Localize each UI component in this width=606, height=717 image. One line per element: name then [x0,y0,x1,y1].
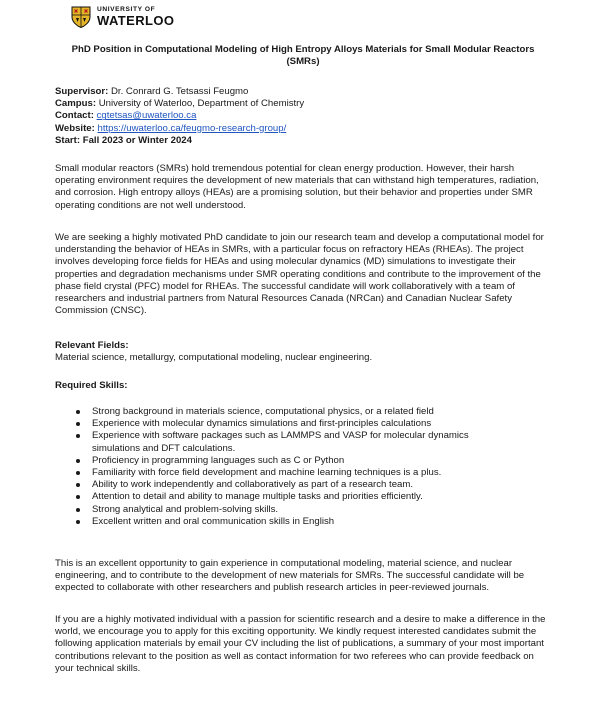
bullet-icon [76,459,80,463]
campus-value: University of Waterloo, Department of Chemistry [98,98,305,110]
logo-waterloo: WATERLOO [97,13,175,29]
list-item [0,516,512,528]
crest-icon [71,6,91,28]
relevant-fields-value: Material science, metallurgy, computational modeling, nuclear engineering. [55,352,373,364]
skill-text: Experience with molecular dynamics simulations and first-principles calculations [92,418,432,430]
list-item [0,455,512,467]
position-info [55,86,551,147]
required-skills-label: Required Skills: [55,380,128,391]
project-paragraph: We are seeking a highly motivated PhD candidate to join our research team and develop a computational model for understanding the behavior of HEAs in SMRs, with a particular focus on refractory HEAs (RHEAs). The project involves developing force fields for HEAs and using molecular dynamics (MD) simulations to investigate their properties and degradation mechanisms under SMR operating conditions and contribute to the improvement of the phase field crystal (PFC) model for RHEAs. The successful candidate will work collaboratively with a team of researchers and industrial partners from Natural Resources Canada (NRCan) and Canadian Nuclear Safety Commission (CNSC). [55,232,544,317]
website-line [55,123,551,135]
list-item [0,430,512,454]
supervisor-value: Dr. Conrard G. Tetsassi Feugmo [111,86,249,97]
bullet-icon [76,471,80,475]
university-logo [71,6,174,28]
skill-text: Familiarity with force field development and machine learning techniques is a plus. [92,467,442,479]
contact-line [55,110,551,122]
skill-text: Proficiency in programming languages such as C or Python [92,454,345,466]
list-item [0,491,512,503]
website-link[interactable]: https://uwaterloo.ca/feugmo-research-group/ [97,122,287,134]
list-item [0,467,512,479]
start-line [55,135,551,147]
skill-text: Strong background in materials science, computational physics, or a related field [92,406,434,417]
skills-list [0,406,606,528]
skill-text: Experience with software packages such as LAMMPS and VASP for molecular dynamics simulations and DFT calculations. [92,430,469,454]
list-item [0,504,512,516]
skill-text: Strong analytical and problem-solving skills. [92,503,279,515]
document-title: PhD Position in Computational Modeling of High Entropy Alloys Materials for Small Modular Reactors (SMRs) [71,44,535,68]
bullet-icon [76,422,80,426]
relevant-fields [55,340,551,364]
website-label: Website: [55,122,95,134]
skill-text: Ability to work independently and collaboratively as part of a research team. [92,479,414,491]
supervisor-label: Supervisor: [55,86,109,97]
contact-label: Contact: [55,110,94,122]
apply-paragraph: If you are a highly motivated individual with a passion for scientific research and a desire to make a difference in the world, we encourage you to apply for this exciting opportunity. We kindly request interested candidates submit the following application materials by email your CV including the list of publications, a summary of your most important contributions relevant to the position as well as contact information for two referees who can provide feedback on your technical skills. [55,614,546,674]
contact-email-link[interactable]: cgtetsas@uwaterloo.ca [96,110,197,122]
list-item [0,479,512,491]
supervisor-line [55,86,551,98]
list-item [0,406,512,418]
opportunity-paragraph: This is an excellent opportunity to gain experience in computational modeling, material science, and nuclear engineering, and to contribute to the development of new materials for SMRs. The successful candidate will be expected to collaborate with other researchers and publish research articles in peer-reviewed journals. [55,558,525,594]
list-item [0,418,512,430]
campus-label: Campus: [55,98,97,110]
logo-university-of: UNIVERSITY OF [97,5,156,13]
intro-paragraph: Small modular reactors (SMRs) hold tremendous potential for clean energy production. However, their harsh operating environment requires the development of new materials that can withstand high temperatures, radiation, and corrosion. High entropy alloys (HEAs) are a promising solution, but their behavior and properties under SMR operating conditions are not well understood. [55,163,539,211]
bullet-icon [76,410,80,414]
bullet-icon [76,520,80,524]
bullet-icon [76,483,80,487]
skill-text: Excellent written and oral communication skills in English [92,515,335,527]
bullet-icon [76,434,80,438]
start-label: Start: Fall 2023 or Winter 2024 [55,134,192,146]
skill-text: Attention to detail and ability to manage multiple tasks and priorities efficiently. [92,491,423,503]
bullet-icon [76,508,80,512]
bullet-icon [76,495,80,499]
campus-line [55,98,551,110]
relevant-fields-label: Relevant Fields: [55,340,129,351]
